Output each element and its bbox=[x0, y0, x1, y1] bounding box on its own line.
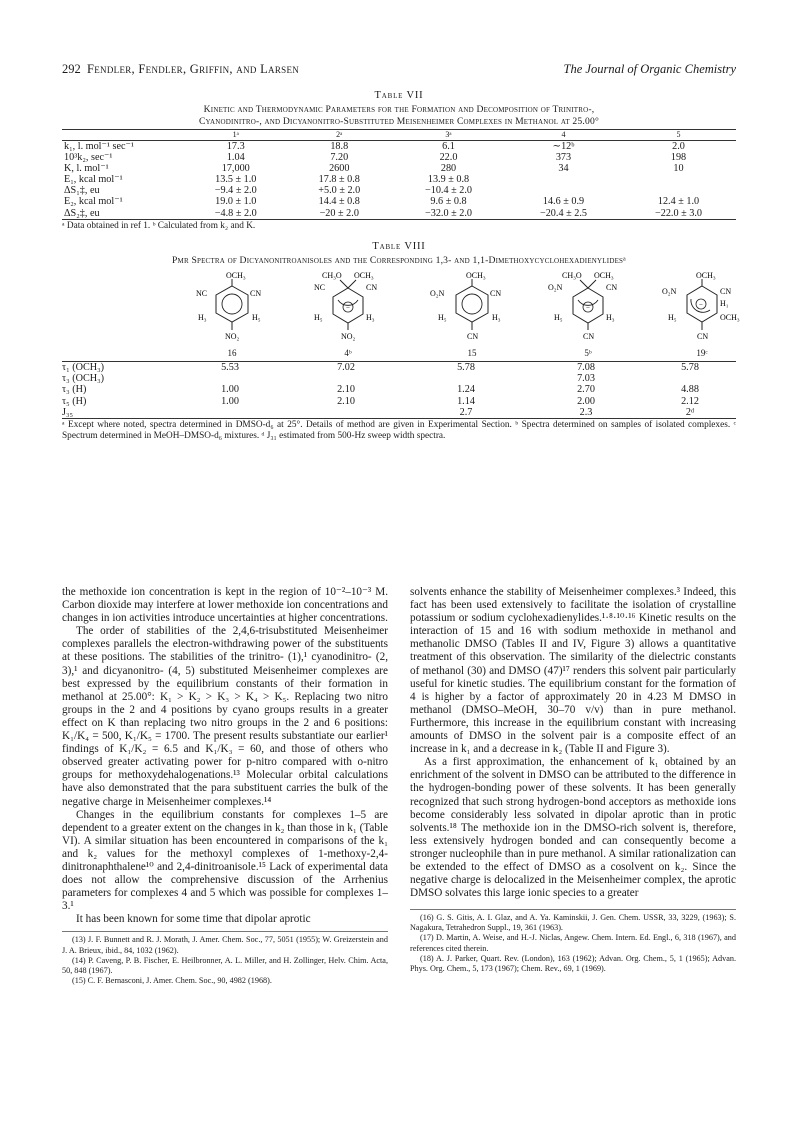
label-h5: H₅ bbox=[554, 312, 563, 322]
table-cell: 14.6 ± 0.9 bbox=[542, 196, 585, 208]
table-cell: ΔS₂‡, eu bbox=[62, 208, 184, 220]
table-cell: 1.00 bbox=[221, 384, 239, 396]
table-cell: 22.0 bbox=[439, 152, 458, 164]
table7-header-cell: 3ᵃ bbox=[391, 130, 506, 141]
table-cell: 280 bbox=[440, 163, 457, 175]
label-ch3o: CH₃O bbox=[322, 270, 342, 280]
table-cell: ∼12ᵇ bbox=[552, 141, 575, 152]
reference: (15) C. F. Bernasconi, J. Amer. Chem. Soc., 90, 4982 (1968). bbox=[72, 975, 272, 985]
table-cell: 10³k₂, sec⁻¹ bbox=[64, 152, 113, 164]
table8-title: Table VIII bbox=[372, 240, 426, 252]
reference: (18) A. J. Parker, Quart. Rev. (London), 163 (1962); Advan. Org. Chem., 5, 1 (1965); Advan. Phys. Org. Chem., 5, 173 (1967); Chem. Rev., 69, 1 (1969). bbox=[410, 953, 736, 973]
table-cell: +5.0 ± 2.0 bbox=[318, 185, 361, 197]
table-cell bbox=[506, 174, 621, 185]
table-cell: 373 bbox=[555, 152, 572, 164]
table-row bbox=[62, 196, 736, 207]
table-cell: 5.78 bbox=[404, 361, 528, 373]
table-cell: 2.12 bbox=[681, 395, 699, 407]
table7-title: Table VII bbox=[374, 90, 424, 101]
compound-label: 19ᶜ bbox=[696, 347, 708, 358]
table-cell: 7.20 bbox=[330, 152, 349, 164]
label-cn-bottom: CN bbox=[467, 331, 479, 341]
table-cell: 2.10 bbox=[337, 384, 355, 396]
structure-16 bbox=[182, 270, 282, 348]
header-left bbox=[62, 62, 299, 77]
authors: Fendler, Fendler, Griffin, and Larsen bbox=[87, 62, 300, 76]
table-cell: 18.8 bbox=[330, 141, 349, 152]
left-column bbox=[62, 586, 388, 986]
table-cell: E₁, kcal mol⁻¹ bbox=[64, 174, 123, 186]
table-row bbox=[62, 174, 736, 185]
table8-caption: Pmr Spectra of Dicyanonitroanisoles and the Corresponding 1,3- and 1,1-Dimethoxycyclohexadienylidesᵃ bbox=[172, 254, 626, 266]
table-cell: 17.8 ± 0.8 bbox=[318, 174, 360, 186]
table-cell bbox=[172, 407, 288, 419]
label-nc: NC bbox=[314, 282, 326, 292]
label-och3: OCH₃ bbox=[594, 270, 614, 280]
table-cell: J₃₅ bbox=[62, 407, 172, 419]
table-row bbox=[62, 208, 736, 220]
table-cell bbox=[644, 373, 736, 384]
table-cell bbox=[621, 174, 736, 185]
table-cell: τ₃ (OCH₃) bbox=[62, 372, 105, 384]
table-cell bbox=[621, 185, 736, 196]
table-cell: τ₅ (H) bbox=[62, 395, 87, 407]
table-cell: 7.08 bbox=[528, 361, 644, 373]
compound-label: 15 bbox=[467, 347, 477, 358]
table-cell: 14.4 ± 0.8 bbox=[318, 196, 360, 208]
label-h1: H₁ bbox=[720, 298, 729, 308]
table-row bbox=[62, 396, 736, 407]
label-minus: − bbox=[586, 303, 590, 312]
paragraph: The order of stabilities of the 2,4,6-trisubstituted Meisenheimer complexes parallels the electron-withdrawing power of the substituents at these positions. The stabilities of the trinitro- (1),¹ cyanodinitro- (2, 3),¹ and dicyanonitro- (4, 5) substituted Meisenheimer complexes are best expressed by the equilibrium constants of their formation in methanol at 25.00°: K₁ > K₂ > K₃ > K₄ > K₅. Replacing two nitro groups in the 2 and 4 positions by cyano groups results in a greater effect on K than replacing two nitro groups in the 2 and 6 positions: K₁/K₄ = 500, K₁/K₅ = 1700. The present results substantiate our earlier¹ findings of K₁/K₂ = 6.5 and K₁/K₃ = 60, and those of others who observed greater activating power for p-nitro compared with o-nitro groups for methoxydehalogenations.¹³ Molecular orbital calculations have also demonstrated that the para substituent carries the bulk of the negative charge in Meisenheimer complexes.¹⁴ bbox=[62, 625, 388, 808]
table-cell bbox=[288, 407, 404, 419]
table-cell: 2.10 bbox=[337, 395, 355, 407]
structure-19-drawing bbox=[652, 270, 752, 348]
label-och3: OCH₃ bbox=[354, 270, 374, 280]
table-cell: 5.53 bbox=[172, 361, 288, 373]
table-cell: −4.8 ± 2.0 bbox=[184, 208, 288, 220]
table-cell: 17.3 bbox=[226, 141, 245, 152]
table-cell: 2ᵈ bbox=[644, 407, 736, 419]
table-cell: k₁, l. mol⁻¹ sec⁻¹ bbox=[64, 141, 134, 152]
reference: (14) P. Caveng, P. B. Fischer, E. Heilbronner, A. L. Miller, and H. Zollinger, Helv. Chim. Acta, 50, 848 (1967). bbox=[62, 955, 388, 975]
label-o2n: O₂N bbox=[548, 282, 563, 292]
running-head bbox=[62, 62, 736, 80]
paragraph: the methoxide ion concentration is kept in the region of 10⁻²–10⁻³ M. Carbon dioxide may interfere at lower methoxide ion concentrations and changes in ion activities introduce uncertainties at higher concentrations. bbox=[62, 586, 388, 625]
label-cn: CN bbox=[250, 288, 262, 298]
table8-footnote: ᵃ Except where noted, spectra determined in DMSO-d₆ at 25°. Details of method are given in Experimental Section. ᵇ Spectra determined on samples of isolated complexes. ᶜ Spectrum determined in MeOH–DMSO-d₆ mixtures. ᵈ J₃₁ estimated from 500-Hz sweep width spectra. bbox=[62, 420, 736, 442]
table-cell: 10 bbox=[673, 163, 684, 175]
table-row bbox=[62, 361, 736, 373]
table-row bbox=[62, 384, 736, 395]
table-cell: 7.02 bbox=[288, 361, 404, 373]
table-cell: 2.00 bbox=[577, 395, 595, 407]
table-cell: −20.4 ± 2.5 bbox=[506, 208, 621, 220]
table-cell: 13.9 ± 0.8 bbox=[427, 174, 470, 186]
structures-row bbox=[62, 270, 740, 348]
table-cell: 2.0 bbox=[672, 141, 685, 152]
structure-5 bbox=[538, 270, 638, 348]
label-h3: H₃ bbox=[366, 312, 375, 322]
table7-header-cell: 2ᵃ bbox=[288, 130, 392, 141]
label-o2n: O₂N bbox=[430, 288, 445, 298]
table-cell: 13.5 ± 1.0 bbox=[215, 174, 257, 186]
table-cell: 12.4 ± 1.0 bbox=[657, 196, 700, 208]
label-h5: H₅ bbox=[314, 312, 323, 322]
table7 bbox=[62, 129, 736, 220]
table-row bbox=[62, 185, 736, 196]
table-row bbox=[62, 407, 736, 419]
table-cell: 2.3 bbox=[528, 407, 644, 419]
label-no2: NO₂ bbox=[225, 331, 240, 341]
label-h5: H₅ bbox=[668, 312, 677, 322]
table-cell: τ₃ (H) bbox=[62, 384, 87, 396]
table7-header-row bbox=[62, 130, 736, 141]
table-cell: −22.0 ± 3.0 bbox=[621, 208, 736, 220]
right-column bbox=[410, 586, 736, 986]
label-minus: − bbox=[699, 300, 703, 309]
table-cell: 17,000 bbox=[221, 163, 250, 175]
compound-label: 16 bbox=[227, 347, 237, 358]
reference: (17) D. Martin, A. Weise, and H.-J. Niclas, Angew. Chem. Intern. Ed. Engl., 6, 318 (1967), and references cited therein. bbox=[410, 933, 736, 953]
table-cell bbox=[506, 185, 621, 196]
table7-header-cell bbox=[62, 130, 184, 141]
label-cn-bottom: CN bbox=[697, 331, 709, 341]
structure-5-drawing bbox=[538, 270, 638, 348]
label-och3-right: OCH₃ bbox=[720, 312, 740, 322]
label-och3: OCH₃ bbox=[466, 270, 486, 280]
table-row bbox=[62, 163, 736, 174]
table-cell: 1.24 bbox=[457, 384, 475, 396]
journal-name: The Journal of Organic Chemistry bbox=[563, 62, 736, 76]
table-cell: 6.1 bbox=[442, 141, 455, 152]
table7-caption bbox=[62, 104, 736, 128]
table-cell: 1.04 bbox=[226, 152, 245, 164]
table-cell: 19.0 ± 1.0 bbox=[215, 196, 257, 208]
table-cell: K, l. mol⁻¹ bbox=[64, 163, 109, 175]
references bbox=[62, 931, 388, 985]
label-cn: CN bbox=[366, 282, 378, 292]
table7-header-cell: 4 bbox=[506, 130, 621, 141]
label-och3: OCH₃ bbox=[696, 270, 716, 280]
label-no2: NO₂ bbox=[341, 331, 356, 341]
table-cell: τ₁ (OCH₃) bbox=[62, 361, 172, 373]
table-cell: −9.4 ± 2.0 bbox=[214, 185, 257, 197]
structure-16-drawing bbox=[182, 270, 282, 348]
table-cell: 2600 bbox=[329, 163, 350, 175]
table-cell: 198 bbox=[670, 152, 687, 164]
table-cell: 1.14 bbox=[457, 395, 475, 407]
label-ch3o: CH₃O bbox=[562, 270, 582, 280]
table-cell: −10.4 ± 2.0 bbox=[424, 185, 472, 197]
reference: (16) G. S. Gitis, A. I. Glaz, and A. Ya. Kaminskii, J. Gen. Chem. USSR, 33, 3229, (1963); S. Nagakura, Tetrahedron Suppl., 19, 361 (1963). bbox=[410, 913, 736, 933]
table-row bbox=[62, 141, 736, 153]
reference: (13) J. F. Bunnett and R. J. Morath, J. Amer. Chem. Soc., 77, 5051 (1955); W. Greizerstein and J. A. Brieux, ibid., 84, 1032 (1962). bbox=[62, 935, 388, 955]
table-cell: 4.88 bbox=[681, 384, 699, 396]
table7-caption-line1: Kinetic and Thermodynamic Parameters for the Formation and Decomposition of Trinitro-, bbox=[203, 104, 595, 115]
table-cell: E₂, kcal mol⁻¹ bbox=[64, 196, 123, 208]
label-cn: CN bbox=[606, 282, 618, 292]
label-o2n: O₂N bbox=[662, 286, 677, 296]
table-cell bbox=[172, 373, 288, 384]
label-cn: CN bbox=[720, 286, 732, 296]
table-cell: 7.03 bbox=[577, 372, 595, 384]
table-cell: 34 bbox=[558, 163, 569, 175]
table-cell: 2.7 bbox=[404, 407, 528, 419]
paragraph: As a first approximation, the enhancement of k₁ obtained by an enrichment of the solvent in DMSO can be attributed to the difference in the hydrogen-bonding power of these solvents. It has been generally recognized that such strong hydrogen-bond acceptors as methoxide ions become considerably less solvated in dipolar aprotic than in protic solvents.¹⁸ The methoxide ion in the DMSO-rich solvent is, therefore, less extensively hydrogen bonded and can consequently become a stronger nucleophile than in pure methanol. A similar rationalization can be extended to the effect of DMSO as a cosolvent on k₂. Since the negative charge is delocalized in the Meisenheimer complex, the aprotic DMSO solvates this large ionic species to a greater bbox=[410, 756, 736, 900]
label-minus: − bbox=[346, 303, 350, 312]
table-cell: 9.6 ± 0.8 bbox=[430, 196, 467, 208]
table-cell: −32.0 ± 2.0 bbox=[391, 208, 506, 220]
compound-label: 5ᵇ bbox=[584, 347, 592, 358]
table-cell: ΔS₁‡, eu bbox=[64, 185, 100, 197]
table-cell: 5.78 bbox=[644, 361, 736, 373]
table8 bbox=[62, 361, 736, 419]
table-cell: −20 ± 2.0 bbox=[288, 208, 392, 220]
table-row bbox=[62, 152, 736, 163]
table-cell bbox=[288, 373, 404, 384]
compound-labels bbox=[62, 348, 736, 359]
structure-15-drawing bbox=[422, 270, 522, 348]
table7-header-cell: 1ᵃ bbox=[184, 130, 288, 141]
table7-caption-line2: Cyanodinitro-, and Dicyanonitro-Substituted Meisenheimer Complexes in Methanol at 25.00° bbox=[198, 116, 600, 127]
label-nc: NC bbox=[196, 288, 208, 298]
paragraph: solvents enhance the stability of Meisenheimer complexes.³ Indeed, this fact has been used extensively to facilitate the isolation of crystalline potassium or sodium cyclohexadienylides.¹·⁸·¹⁰·¹⁶ Kinetic results on the interaction of 15 and 16 with sodium methoxide in methanol and methanolic DMSO (Tables II and IV, Figure 3) allows a quantitative treatment of this observation. The similarity of the dielectric constants of methanol (30) and DMSO (47)¹⁷ renders this solvent pair particularly useful for kinetic studies. The equilibrium constant for the formation of 4 is higher by a factor of approximately 20 in 4.23 M DMSO in methanol (DMSO–MeOH, 30–70 v/v) than in pure methanol. Furthermore, this increase in the equilibrium constant with increasing amounts of DMSO in the solvent pair is a composite effect of an increase in k₁ and a decrease in k₂ (Table II and Figure 3). bbox=[410, 586, 736, 756]
label-h3: H₃ bbox=[606, 312, 615, 322]
paragraph: It has been known for some time that dipolar aprotic bbox=[76, 913, 311, 926]
table7-header-cell: 5 bbox=[621, 130, 736, 141]
label-h5: H₅ bbox=[438, 312, 447, 322]
label-cn-bottom: CN bbox=[583, 331, 595, 341]
label-och3: OCH₃ bbox=[226, 270, 246, 280]
structure-15 bbox=[422, 270, 522, 348]
structure-4-drawing bbox=[298, 270, 398, 348]
label-h3: H₃ bbox=[198, 312, 207, 322]
label-h3: H₃ bbox=[492, 312, 501, 322]
label-h5: H₅ bbox=[252, 312, 261, 322]
label-cn: CN bbox=[490, 288, 502, 298]
table-row bbox=[62, 373, 736, 384]
table-cell bbox=[404, 373, 528, 384]
references bbox=[410, 909, 736, 974]
structure-19 bbox=[652, 270, 752, 348]
page-top bbox=[62, 62, 740, 442]
table-cell: 2.70 bbox=[577, 384, 595, 396]
structure-4 bbox=[298, 270, 398, 348]
page-number: 292 bbox=[62, 62, 81, 76]
body-columns bbox=[62, 586, 736, 986]
table7-footnote: ᵃ Data obtained in ref 1. ᵇ Calculated from k₂ and K. bbox=[62, 220, 256, 231]
compound-label: 4ᵇ bbox=[344, 347, 352, 358]
table-cell: 1.00 bbox=[221, 395, 239, 407]
paragraph: Changes in the equilibrium constants for complexes 1–5 are dependent to a greater extent on the changes in k₂ than those in k₁ (Table VI). A similar situation has been encountered in comparisons of the k₁ and k₂ values for the methoxyl complexes of 1-methoxy-2,4-dinitronaphthalene¹⁰ and 2,4-dinitroanisole.¹⁵ Lack of experimental data does not allow the comprehensive discussion of the Arrhenius parameters for complexes 4 and 5 which was possible for complexes 1–3.¹ bbox=[62, 808, 388, 913]
